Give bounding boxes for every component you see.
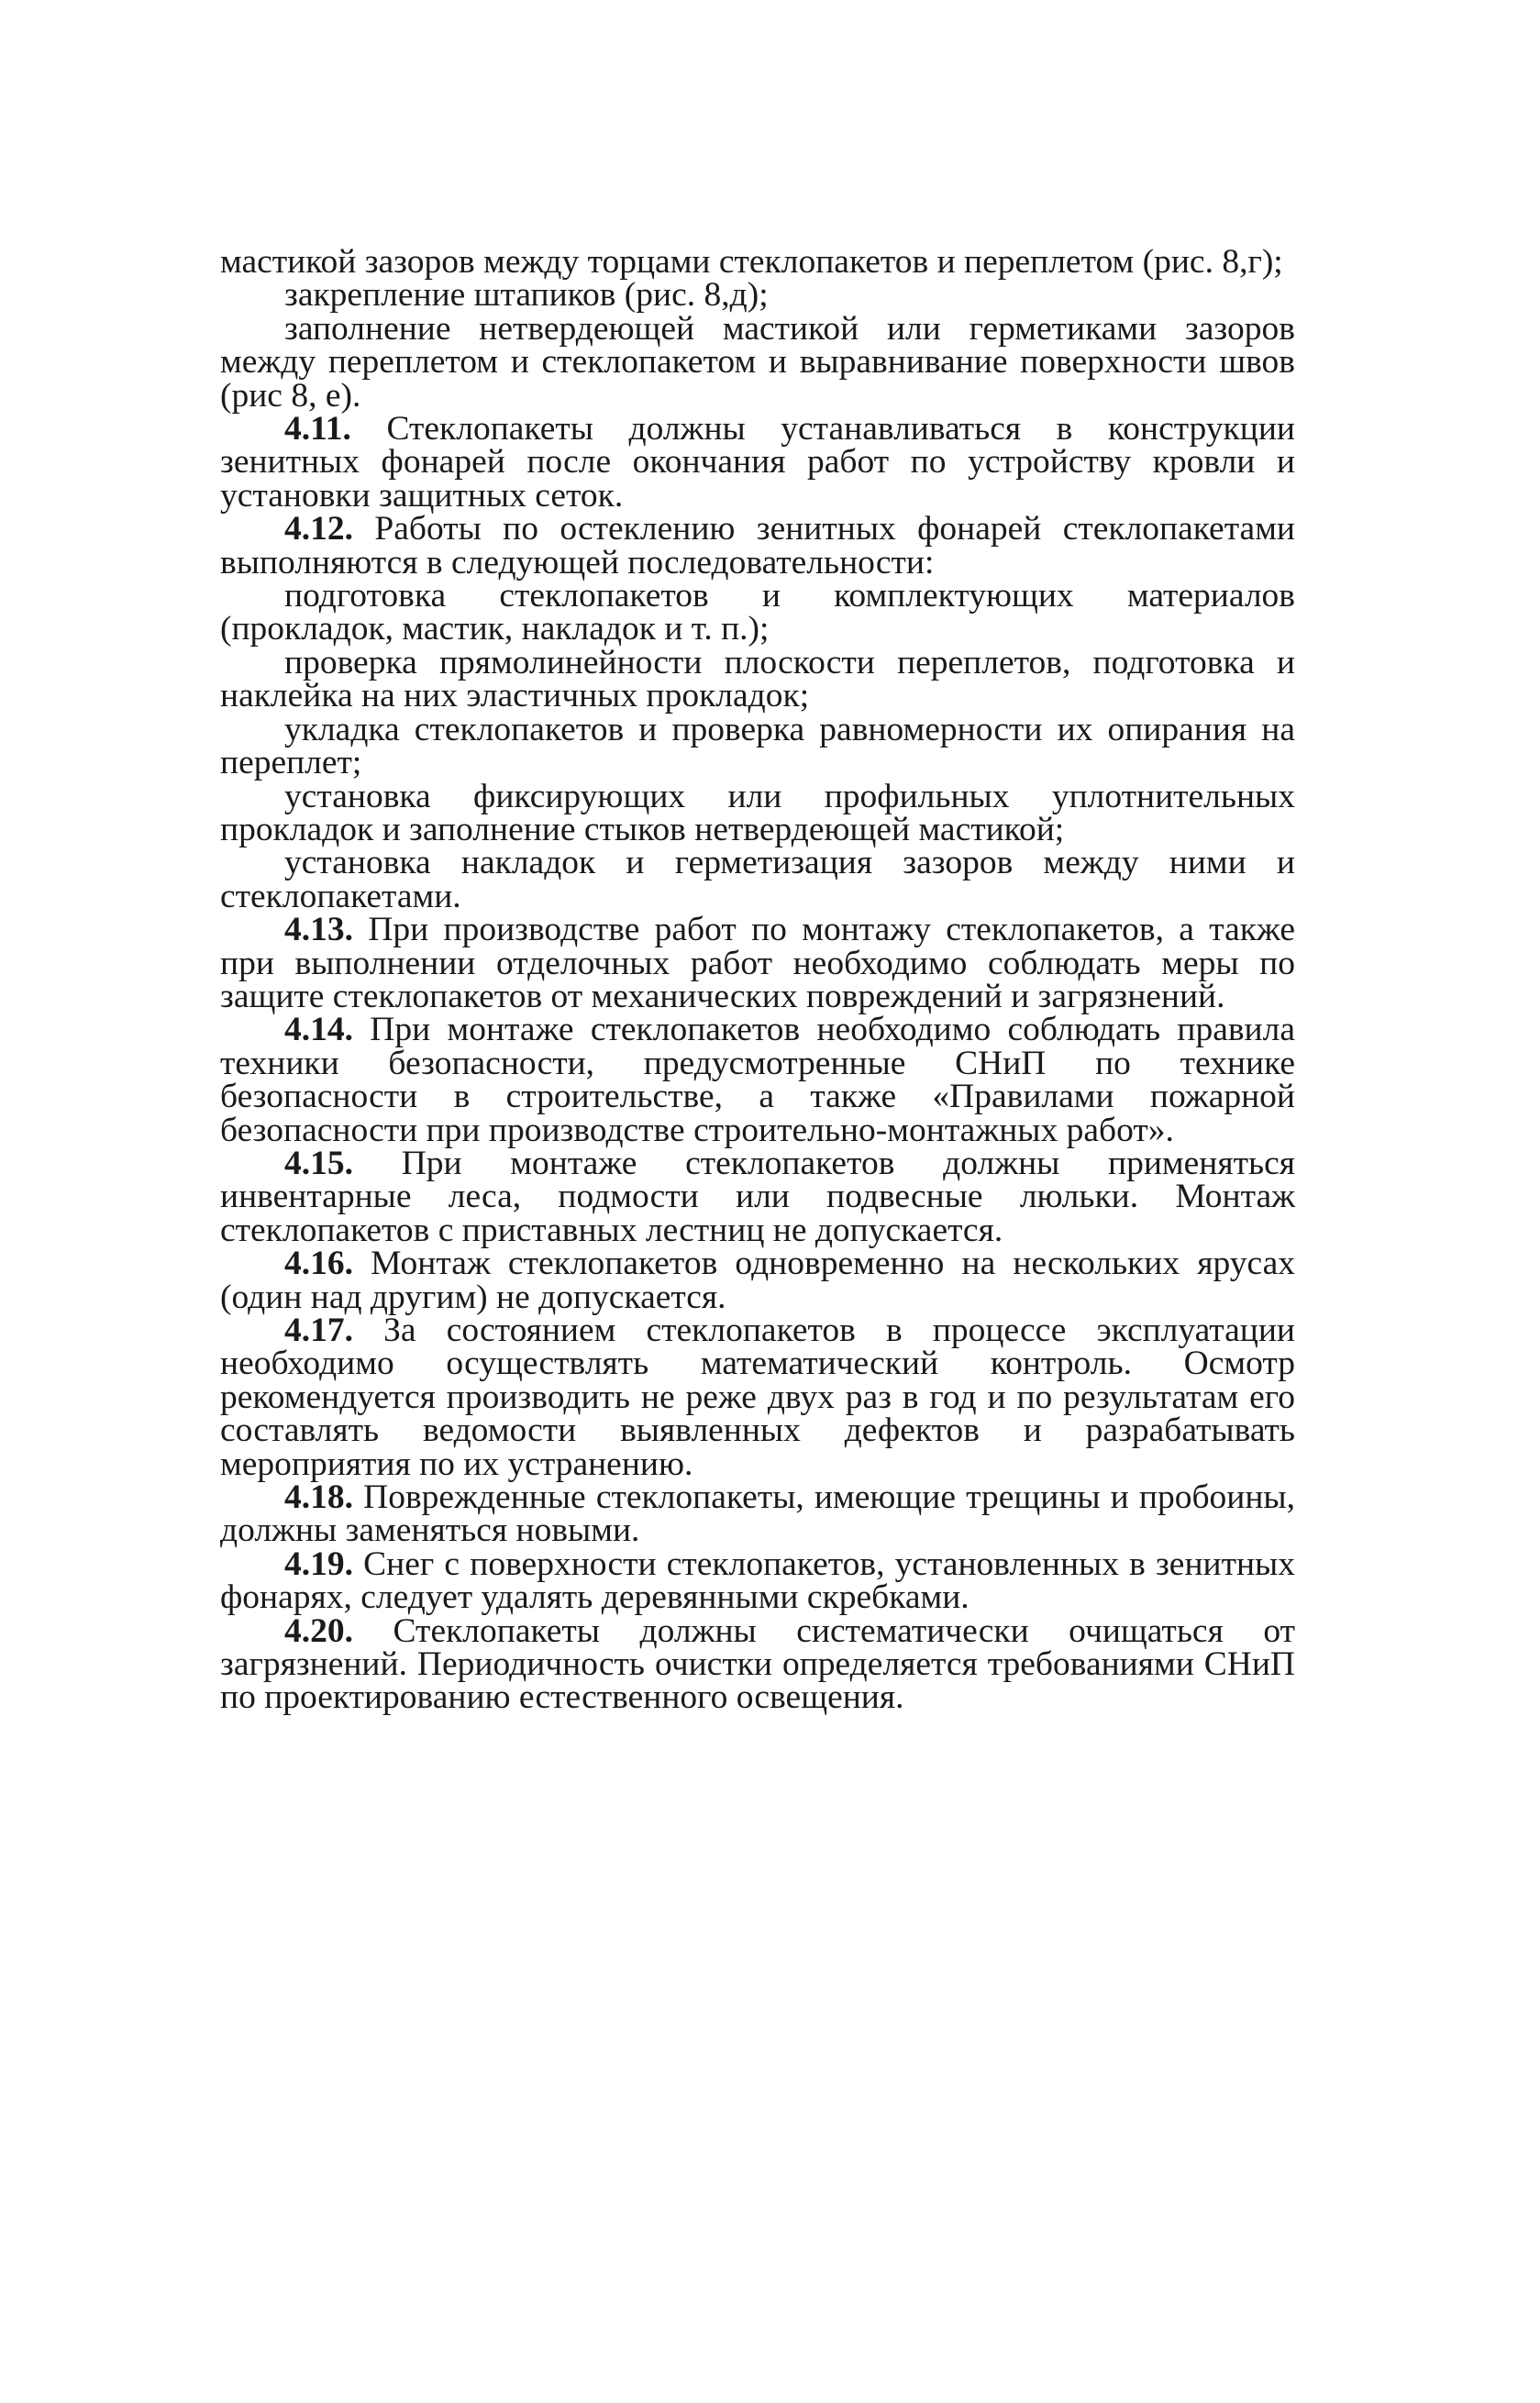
paragraph-text: Работы по остеклению зенитных фонарей стеклопакетами выполняются в следующей последовательности:: [220, 510, 1295, 581]
clause-number: 4.14.: [284, 1011, 353, 1049]
clause-4-19: [220, 1545, 1295, 1617]
paragraph-continuation: [220, 243, 1295, 281]
paragraph-text: Стеклопакеты должны устанавливаться в конструкции зенитных фонарей после окончания работ по устройству кровли и установки защитных сеток.: [220, 410, 1295, 515]
paragraph-text: При производстве работ по монтажу стеклопакетов, а также при выполнении отделочных работ необходимо соблюдать меры по защите стеклопакетов от механических повреждений и загрязнений.: [220, 911, 1295, 1015]
clause-number: 4.17.: [284, 1312, 353, 1349]
paragraph-text: Стеклопакеты должны систематически очищаться от загрязнений. Периодичность очистки определяется требованиями СНиП по проектированию естественного освещения.: [220, 1611, 1295, 1717]
paragraph-text: установка фиксирующих или профильных уплотнительных прокладок и заполнение стыков нетвердеющей мастикой;: [220, 777, 1295, 848]
paragraph-list-item: [220, 643, 1295, 715]
paragraph-text: подготовка стеклопакетов и комплектующих материалов (прокладок, мастик, накладок и т. п.);: [220, 577, 1295, 648]
paragraph-list-item: [220, 276, 1295, 315]
clause-number: 4.16.: [284, 1245, 353, 1283]
paragraph-list-item: [220, 577, 1295, 648]
clause-4-12: [220, 510, 1295, 581]
paragraph-text: Снег с поверхности стеклопакетов, установленных в зенитных фонарях, следует удалять деревянными скребками.: [220, 1545, 1295, 1617]
paragraph-text: заполнение нетвердеющей мастикой или герметиками зазоров между переплетом и стеклопакетом и выравнивание поверхности швов (рис 8, е).: [220, 309, 1295, 415]
clause-number: 4.12.: [284, 510, 353, 548]
clause-number: 4.19.: [284, 1545, 353, 1583]
paragraph-list-item: [220, 844, 1295, 915]
paragraph-list-item: [220, 309, 1295, 415]
paragraph-text: укладка стеклопакетов и проверка равномерности их опирания на переплет;: [220, 710, 1295, 782]
clause-4-20: [220, 1611, 1295, 1717]
body-text: [220, 243, 1295, 1717]
clause-4-14: [220, 1013, 1295, 1147]
paragraph-text: Монтаж стеклопакетов одновременно на нескольких ярусах (один над другим) не допускается.: [220, 1245, 1295, 1316]
clause-number: 4.15.: [284, 1144, 353, 1182]
paragraph-list-item: [220, 710, 1295, 782]
clause-number: 4.13.: [284, 911, 353, 949]
paragraph-text: При монтаже стеклопакетов необходимо соблюдать правила техники безопасности, предусмотренные СНиП по технике безопасности в строительстве, а также «Правилами пожарной безопасности при производстве строительно-монтажных работ».: [220, 1011, 1295, 1149]
clause-number: 4.20.: [284, 1611, 353, 1650]
paragraph-text: проверка прямолинейности плоскости переплетов, подготовка и наклейка на них эластичных прокладок;: [220, 643, 1295, 715]
clause-4-16: [220, 1247, 1295, 1314]
clause-number: 4.11.: [284, 410, 351, 448]
clause-4-13: [220, 911, 1295, 1015]
clause-4-11: [220, 410, 1295, 515]
paragraph-text: При монтаже стеклопакетов должны применяться инвентарные леса, подмости или подвесные люльки. Монтаж стеклопакетов с приставных лестниц не допускается.: [220, 1144, 1295, 1249]
clause-4-18: [220, 1478, 1295, 1550]
paragraph-text: мастикой зазоров между торцами стеклопакетов и переплетом (рис. 8,г);: [220, 243, 1283, 281]
clause-number: 4.18.: [284, 1478, 353, 1517]
clause-4-17: [220, 1314, 1295, 1481]
paragraph-text: Поврежденные стеклопакеты, имеющие трещины и пробоины, должны заменяться новыми.: [220, 1478, 1295, 1550]
paragraph-text: За состоянием стеклопакетов в процессе эксплуатации необходимо осуществлять математический контроль. Осмотр рекомендуется производить не реже двух раз в год и по результатам его составлять ведомости выявленных дефектов и разрабатывать мероприятия по их устранению.: [220, 1312, 1295, 1483]
clause-4-15: [220, 1144, 1295, 1249]
paragraph-text: установка накладок и герметизация зазоров между ними и стеклопакетами.: [220, 844, 1295, 915]
paragraph-text: закрепление штапиков (рис. 8,д);: [284, 276, 769, 315]
paragraph-list-item: [220, 777, 1295, 848]
